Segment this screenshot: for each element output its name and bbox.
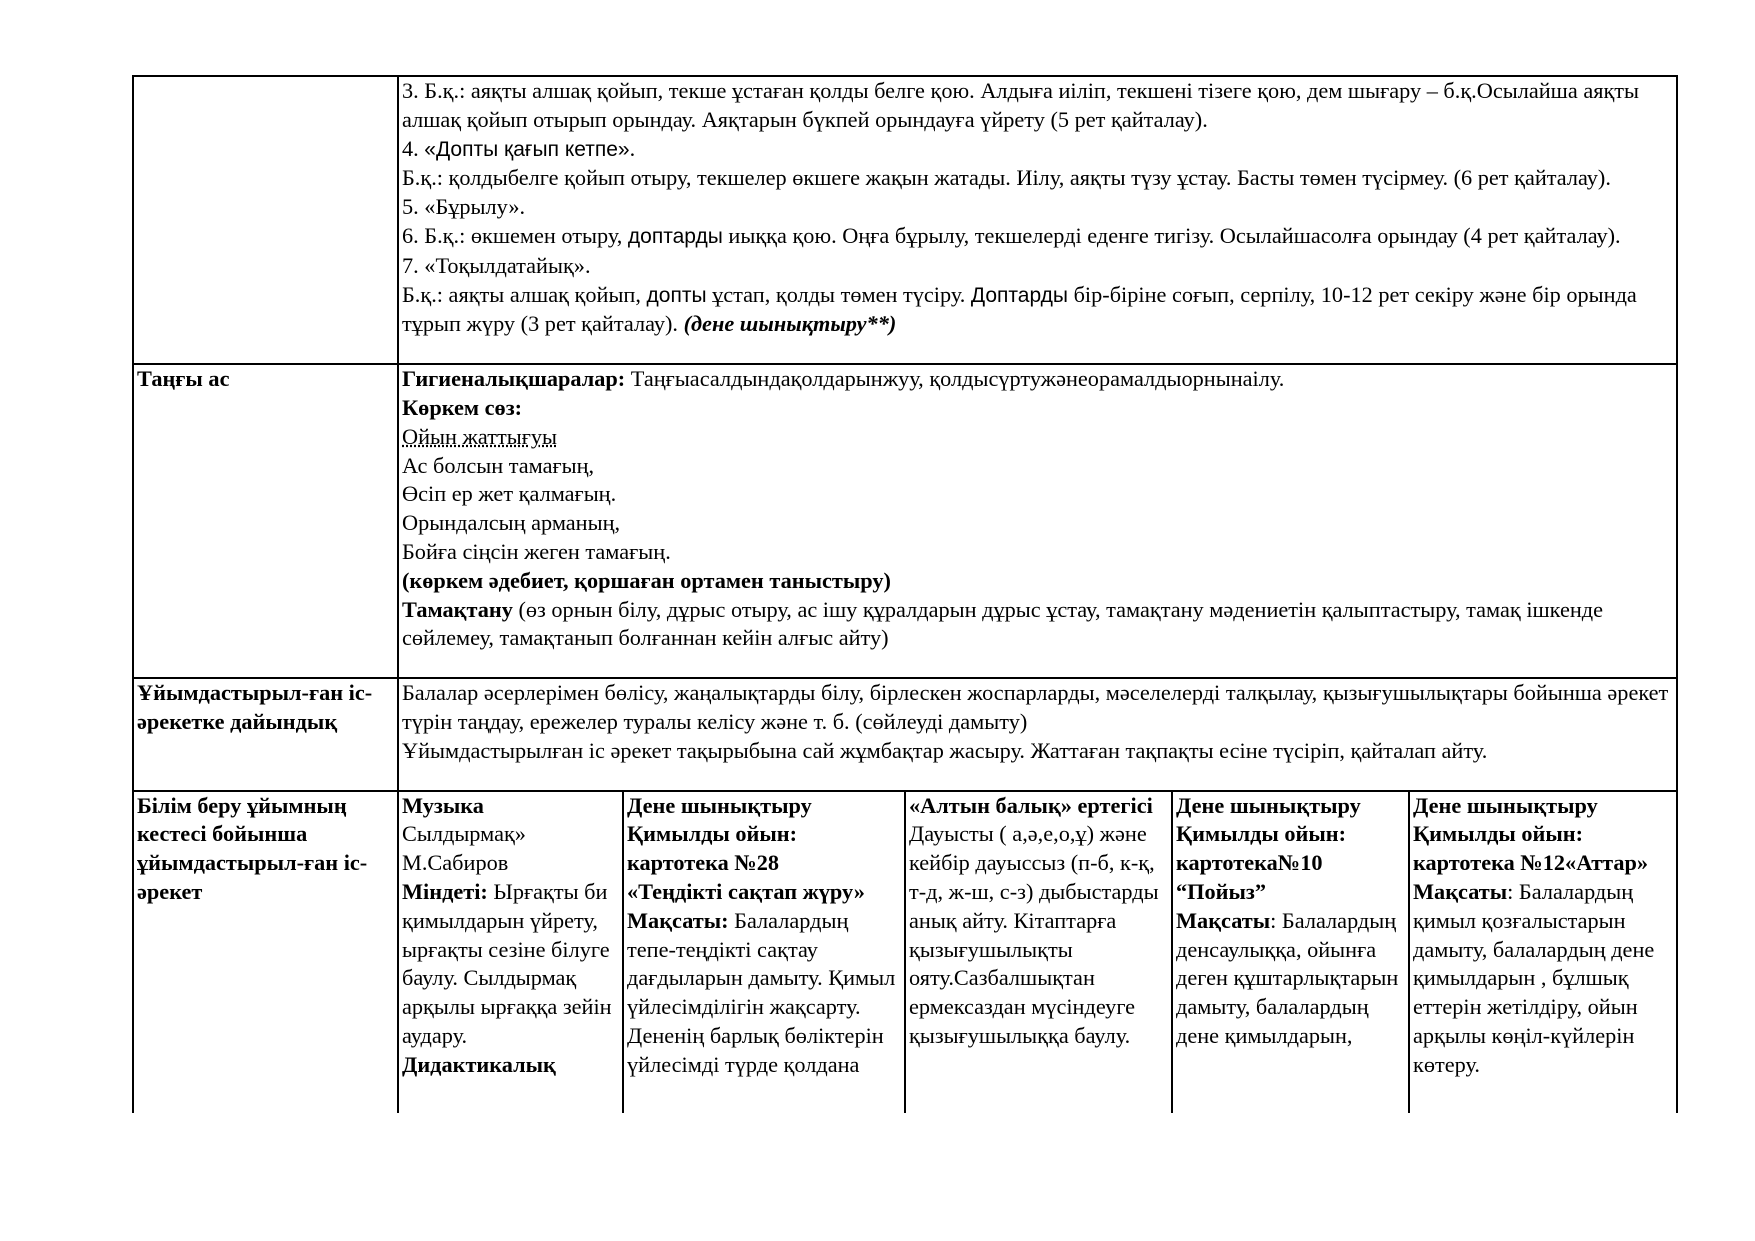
exercise-6-text: 6. Б.қ.: өкшемен отыру, доптарды иыққа қою. Оңға бұрылу, текшелерді еденге тигізу. Осылайшасолға орындау (4 рет қайталау). <box>402 222 1621 248</box>
subjects-note: (көркем әдебиет, қоршаған ортамен таныстыру) <box>402 567 891 593</box>
pe-game-title: Қимылды ойын: картотека№10 <box>1176 821 1347 876</box>
music-title: Музыка <box>402 792 484 818</box>
poem-line: Орындалсың арманың, <box>402 510 621 536</box>
exercise-3: 3. Б.қ.: аяқты алшақ қойып, текше ұстаған қолды белге қою. Алдыға иіліп, текшені тізеге қою, дем шығару – б.қ.Осылайша аяқты алшақ қойып отырып орындау. Аяқтарын бүкпей орындауға үйрету (5 рет қайталау). <box>402 78 1640 132</box>
pe-game-name: “Пойыз” <box>1176 878 1267 904</box>
game-exercise: Ойын жаттығуы <box>402 423 557 449</box>
row-label-breakfast: Таңғы ас <box>133 364 398 678</box>
schedule-cell-fairytale <box>905 791 1172 1113</box>
row-label-schedule: Білім беру ұйымның кестесі бойынша ұйымдастырыл-ған іс-әрекет <box>133 791 398 1113</box>
exercise-4-title: 4. «Допты қағып кетпе». <box>402 135 636 161</box>
poem-line: Бойға сіңсін жеген тамағың. <box>402 538 671 564</box>
row-label-empty <box>133 76 398 364</box>
schedule-cell-pe-3 <box>1409 791 1677 1113</box>
pe-title: Дене шынықтыру <box>1176 792 1361 818</box>
hygiene-line: Гигиеналықшаралар: Таңғыасалдындақолдарынжуу, қолдысүртужәнеорамалдыорнынаілу. <box>402 366 1285 392</box>
pe-game-title: Қимылды ойын: картотека №28 <box>627 821 798 876</box>
nutrition-line: Тамақтану (өз орнын білу, дұрыс отыру, ас ішу құралдарын дұрыс ұстау, тамақтану мәдениетін қалыптастыру, тамақ ішкенде сөйлемеу, тамақтанып болғаннан кейін алғыс айту) <box>402 596 1604 651</box>
pe-game-name: «Теңдікті сақтап жүру» <box>627 878 865 904</box>
exercise-5-title: 5. «Бұрылу». <box>402 194 526 220</box>
preparation-text: Балалар әсерлерімен бөлісу, жаңалықтарды білу, бірлескен жоспарларды, мәселелерді талқылау, қызығушылықтары бойынша әрекет түрін таңдау, ережелер туралы келісу және т. б. (сөйлеуді дамыту) <box>402 680 1669 734</box>
pe-title: Дене шынықтыру <box>1413 792 1598 818</box>
schedule-cell-pe-2 <box>1172 791 1409 1113</box>
music-author: М.Сабиров <box>402 850 509 876</box>
poem-line: Ас болсын тамағың, <box>402 452 595 478</box>
music-line: Сылдырмақ» <box>402 821 526 847</box>
poem-line: Өсіп ер жет қалмағың. <box>402 481 617 507</box>
preparation-cell <box>398 678 1677 790</box>
exercise-cell <box>398 76 1677 364</box>
table-row-breakfast <box>133 364 1677 678</box>
schedule-cell-pe-1 <box>623 791 905 1113</box>
pe-title: Дене шынықтыру <box>627 792 812 818</box>
plan-table <box>132 75 1678 1113</box>
fairytale-title: «Алтын балық» ертегісі <box>909 792 1153 818</box>
pe-goal: Мақсаты: Балалардың денсаулыққа, ойынға деген құштарлықтарын дамыту, балалардың дене қимылдарын, <box>1176 907 1399 1048</box>
exercise-7-title: 7. «Тоқылдатайық». <box>402 252 591 278</box>
pe-game-title: Қимылды ойын: картотека №12«Аттар» <box>1413 821 1649 876</box>
exercise-4-text: Б.қ.: қолдыбелге қойып отыру, текшелер өкшеге жақын жатады. Иілу, аяқты түзу ұстау. Басты төмен түсірмеу. (6 рет қайталау). <box>402 165 1611 191</box>
table-row-preparation <box>133 678 1677 790</box>
pe-goal: Мақсаты: Балалардың қимыл қозғалыстарын дамыту, балалардың дене қимылдарын , бұлшық еттерін жетілдіру, ойын арқылы көңіл-күйлерін көтеру. <box>1413 878 1655 1077</box>
music-task: Міндеті: Ырғақты би қимылдарын үйрету, ырғақты сезіне білуге баулу. Сылдырмақ арқылы ырғаққа зейін аудару. <box>402 878 612 1048</box>
breakfast-cell <box>398 364 1677 678</box>
preparation-text: Ұйымдастырылған іс әрекет тақырыбына сай жұмбақтар жасыру. Жаттаған тақпақты есіне түсіріп, қайталап айту. <box>402 737 1488 763</box>
exercise-7-text: Б.қ.: аяқты алшақ қойып, допты ұстап, қолды төмен түсіру. Доптарды бір-біріне соғып, серпілу, 10-12 рет секіру және бір орында тұрып жүру (3 рет қайталау). (дене шынықтыру**) <box>402 281 1637 337</box>
pe-goal: Мақсаты: Балалардың тепе-теңдікті сақтау дағдыларын дамыту. Қимыл үйлесімділігін жақсарту. Дененің барлық бөліктерін үйлесімді түрде қолдана <box>627 907 896 1077</box>
schedule-cell-music <box>398 791 623 1113</box>
music-tail: Дидактикалық <box>402 1051 556 1077</box>
row-label-preparation: Ұйымдастырыл-ған іс-әрекетке дайындық <box>133 678 398 790</box>
fairytale-text: Дауысты ( а,ә,е,о,ұ) және кейбір дауыссыз (п-б, к-қ, т-д, ж-ш, с-з) дыбыстарды анық айту. Кітаптарға қызығушылықты ояту.Сазбалшықтан ермексаздан мүсіндеуге қызығушылыққа баулу. <box>909 821 1159 1048</box>
table-row-exercises <box>133 76 1677 364</box>
art-word-title: Көркем сөз: <box>402 394 523 420</box>
table-row-schedule <box>133 791 1677 1113</box>
